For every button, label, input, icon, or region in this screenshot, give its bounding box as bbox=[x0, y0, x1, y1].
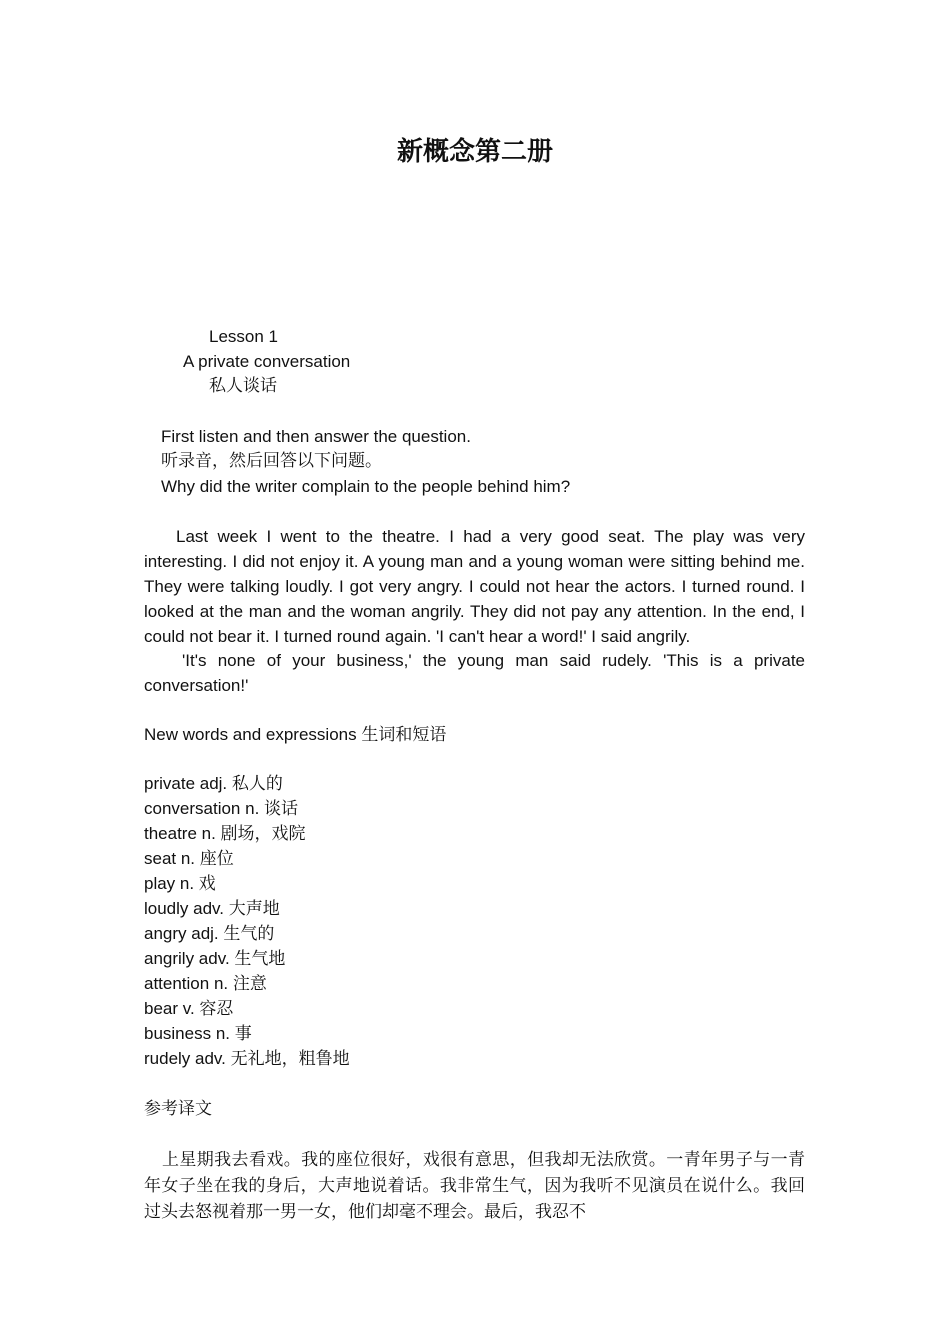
question-text: Why did the writer complain to the people behind him? bbox=[161, 477, 571, 496]
vocabulary-item: attention n. 注意 bbox=[144, 974, 267, 993]
translation-paragraph: 上星期我去看戏。我的座位很好，戏很有意思，但我却无法欣赏。一青年男子与一青年女子坐在我的身后，大声地说着话。我非常生气，因为我听不见演员在说什么。我回过头去怒视着那一男一女，他们却毫不理会。最后，我忍不 bbox=[144, 1150, 805, 1222]
lesson-title-en: A private conversation bbox=[183, 352, 351, 371]
vocabulary-item: angrily adv. 生气地 bbox=[144, 949, 286, 968]
instruction-cn: 听录音，然后回答以下问题。 bbox=[161, 451, 382, 471]
vocabulary-item: conversation n. 谈话 bbox=[144, 799, 299, 818]
vocabulary-item: angry adj. 生气的 bbox=[144, 924, 275, 943]
text-paragraph-1: Last week I went to the theatre. I had a very good seat. The play was very interesting. I did not enjoy it. A young man and a young woman were sitting behind me. They were talking loudly. I got very angry. I could not hear the actors. I turned round. I looked at the man and the woman angrily. They did not pay any attention. In the end, I could not bear it. I turned round again. 'I can't hear a word!' I said angrily. bbox=[144, 527, 805, 646]
vocabulary-item: seat n. 座位 bbox=[144, 849, 234, 868]
lesson-number: Lesson 1 bbox=[209, 327, 278, 346]
document-title: 新概念第二册 bbox=[396, 137, 553, 167]
vocabulary-item: rudely adv. 无礼地，粗鲁地 bbox=[144, 1049, 350, 1068]
vocabulary-item: play n. 戏 bbox=[144, 874, 216, 893]
vocabulary-item: loudly adv. 大声地 bbox=[144, 899, 280, 918]
text-paragraph-2: 'It's none of your business,' the young man said rudely. 'This is a private conversation!' bbox=[144, 651, 805, 695]
vocabulary-item: private adj. 私人的 bbox=[144, 774, 283, 793]
vocabulary-list bbox=[144, 771, 350, 1071]
vocabulary-item: business n. 事 bbox=[144, 1024, 252, 1043]
vocabulary-item: bear v. 容忍 bbox=[144, 999, 234, 1018]
vocabulary-heading: New words and expressions 生词和短语 bbox=[144, 725, 447, 744]
vocabulary-item: theatre n. 剧场，戏院 bbox=[144, 824, 306, 843]
translation-heading: 参考译文 bbox=[144, 1099, 212, 1119]
lesson-title-cn: 私人谈话 bbox=[209, 376, 277, 396]
instruction-en: First listen and then answer the question. bbox=[161, 427, 471, 446]
